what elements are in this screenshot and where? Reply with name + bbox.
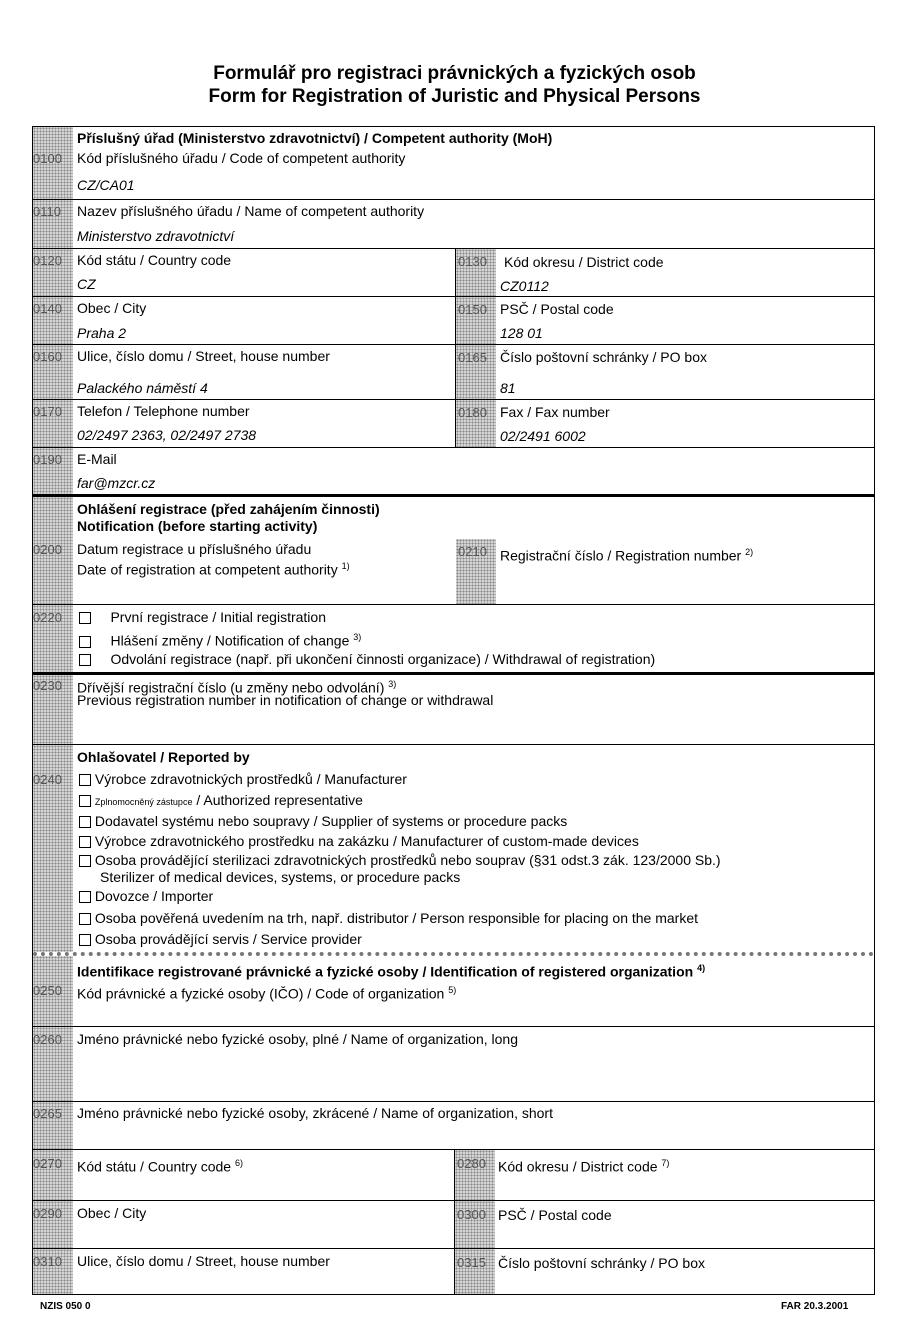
row-0160-0165 xyxy=(33,344,874,399)
section-notification xyxy=(33,494,874,604)
row-0120-0130 xyxy=(33,248,874,296)
field-value-po-box[interactable]: 81 xyxy=(500,380,516,396)
field-code: 0100 xyxy=(33,151,62,166)
field-code: 0165 xyxy=(458,350,487,365)
checkbox-service-provider[interactable] xyxy=(79,931,362,948)
field-label-en: Previous registration number in notification of change or withdrawal xyxy=(77,692,494,708)
field-label: Kód příslušného úřadu / Code of competent authority xyxy=(77,150,406,166)
field-label[interactable]: PSČ / Postal code xyxy=(498,1207,612,1223)
field-0230 xyxy=(33,672,874,744)
field-label[interactable]: Obec / City xyxy=(77,1205,147,1221)
checkbox[interactable] xyxy=(79,795,91,807)
checkbox-label: Osoba pověřená uvedením na trh, např. distributor / Person responsible for placing on the market xyxy=(94,910,699,926)
field-value-city[interactable]: Praha 2 xyxy=(77,325,127,341)
checkbox[interactable] xyxy=(79,836,91,848)
field-code: 0240 xyxy=(33,772,62,787)
field-code: 0260 xyxy=(33,1032,62,1047)
field-code: 0250 xyxy=(33,983,62,998)
footnote-ref: 3) xyxy=(388,679,397,689)
checkbox-label: Dovozce / Importer xyxy=(94,888,214,904)
field-code: 0300 xyxy=(457,1207,486,1222)
section-heading-authority: Příslušný úřad (Ministerstvo zdravotnictví) / Competent authority (MoH) xyxy=(77,130,553,146)
checkbox[interactable] xyxy=(79,774,91,786)
footnote-ref: 3) xyxy=(353,632,362,642)
field-label: Ulice, číslo domu / Street, house number xyxy=(77,348,330,364)
field-label[interactable]: Číslo poštovní schránky / PO box xyxy=(498,1255,705,1271)
field-code: 0280 xyxy=(457,1156,486,1171)
field-code: 0315 xyxy=(457,1255,486,1270)
checkbox-notification-of-change[interactable] xyxy=(79,629,361,650)
field-label: E-Mail xyxy=(77,451,117,467)
field-label: Fax / Fax number xyxy=(500,404,610,420)
field-0265[interactable] xyxy=(33,1101,874,1149)
field-value-country-code[interactable]: CZ xyxy=(77,276,96,292)
field-value-district-code[interactable]: CZ0112 xyxy=(500,278,549,294)
field-0100 xyxy=(33,127,874,199)
field-0110 xyxy=(33,199,874,248)
field-label: Obec / City xyxy=(77,300,147,316)
field-label: Kód okresu / District code xyxy=(504,254,664,270)
checkbox-initial-registration[interactable] xyxy=(79,609,326,626)
field-label: Telefon / Telephone number xyxy=(77,403,250,419)
field-label xyxy=(500,544,753,565)
checkbox-manufacturer[interactable] xyxy=(79,771,407,788)
field-label: Nazev příslušného úřadu / Name of competent authority xyxy=(77,203,425,219)
field-label-text: Registrační číslo / Registration number xyxy=(500,547,742,564)
checkbox[interactable] xyxy=(79,934,91,946)
checkbox-label: / Authorized representative xyxy=(192,792,363,808)
field-label: Datum registrace u příslušného úřadu xyxy=(77,541,312,557)
checkbox[interactable] xyxy=(79,891,91,903)
section-heading-notification-en: Notification (before starting activity) xyxy=(77,518,318,534)
field-label xyxy=(77,558,350,579)
section-reporter xyxy=(33,744,874,952)
checkbox-label: Odvolání registrace (např. při ukončení činnosti organizace) / Withdrawal of registration) xyxy=(110,651,656,667)
row-0270-0280 xyxy=(33,1149,874,1200)
footnote-ref: 4) xyxy=(697,963,706,973)
checkbox-importer[interactable] xyxy=(79,888,213,905)
field-code: 0290 xyxy=(33,1206,62,1221)
registration-form xyxy=(32,126,875,1295)
field-value-authority-name[interactable]: Ministerstvo zdravotnictví xyxy=(77,228,235,244)
footer-form-code: NZIS 050 0 xyxy=(40,1301,91,1312)
footer-version-date: FAR 20.3.2001 xyxy=(781,1301,849,1312)
checkbox-withdrawal[interactable] xyxy=(79,651,655,668)
field-label[interactable] xyxy=(498,1155,669,1176)
row-0290-0300 xyxy=(33,1200,874,1248)
checkbox-label: Výrobce zdravotnických prostředků / Manufacturer xyxy=(94,771,407,787)
checkbox-label-sterilizer-en: Sterilizer of medical devices, systems, or procedure packs xyxy=(100,869,461,885)
field-code: 0140 xyxy=(33,301,62,316)
checkbox-custom-made-manufacturer[interactable] xyxy=(79,833,639,850)
form-title-czech: Formulář pro registraci právnických a fyzických osob xyxy=(213,63,696,84)
checkbox-label: Osoba provádějící sterilizaci zdravotnických prostředků nebo souprav (§31 odst.3 zák. 123/2000 Sb.) xyxy=(94,852,721,868)
field-0260[interactable] xyxy=(33,1026,874,1101)
field-0190 xyxy=(33,447,874,494)
field-label-en: Date of registration at competent authority xyxy=(77,561,338,578)
section-heading-identification xyxy=(77,960,705,981)
checkbox[interactable] xyxy=(79,612,91,624)
field-label-text: Kód státu / Country code xyxy=(77,1158,232,1175)
field-label[interactable]: Ulice, číslo domu / Street, house number xyxy=(77,1253,330,1269)
field-label-text: Kód právnické a fyzické osoby (IČO) / Code of organization xyxy=(77,985,445,1002)
form-title-english: Form for Registration of Juristic and Physical Persons xyxy=(208,86,701,107)
field-code: 0310 xyxy=(33,1254,62,1269)
field-value-authority-code[interactable]: CZ/CA01 xyxy=(77,177,135,193)
field-value-fax[interactable]: 02/2491 6002 xyxy=(500,428,586,444)
field-code: 0110 xyxy=(33,204,61,219)
field-0220 xyxy=(33,604,874,672)
checkbox-label: Dodavatel systému nebo soupravy / Supplier of systems or procedure packs xyxy=(94,813,568,829)
field-code: 0180 xyxy=(458,405,487,420)
field-label-text: Kód okresu / District code xyxy=(498,1158,658,1175)
field-label xyxy=(77,982,456,1003)
row-0170-0180 xyxy=(33,399,874,447)
field-code: 0210 xyxy=(458,544,487,559)
field-value-email[interactable]: far@mzcr.cz xyxy=(77,475,156,491)
footnote-ref: 2) xyxy=(745,547,754,557)
field-label: Číslo poštovní schránky / PO box xyxy=(500,349,707,365)
row-0140-0150 xyxy=(33,296,874,344)
field-code: 0190 xyxy=(33,452,62,467)
checkbox-person-responsible[interactable] xyxy=(79,910,698,927)
checkbox[interactable] xyxy=(79,913,91,925)
checkbox-label: Osoba provádějící servis / Service provider xyxy=(94,931,362,947)
footnote-ref: 7) xyxy=(661,1158,670,1168)
footnote-ref: 5) xyxy=(448,985,457,995)
footnote-ref: 1) xyxy=(341,561,350,571)
field-code: 0200 xyxy=(33,542,62,557)
checkbox[interactable] xyxy=(79,654,91,666)
field-value-street[interactable]: Palackého náměstí 4 xyxy=(77,380,208,396)
field-label-cz: Dřívější registrační číslo (u změny nebo odvolání) xyxy=(77,679,385,696)
checkbox-label-small: Zplnomocněný zástupce xyxy=(94,797,193,807)
checkbox-sterilizer[interactable] xyxy=(79,852,721,869)
field-0250 xyxy=(33,952,874,1026)
field-code: 0120 xyxy=(33,253,62,268)
field-code: 0220 xyxy=(33,610,62,625)
field-value-postal-code[interactable]: 128 01 xyxy=(500,325,543,341)
field-code: 0265 xyxy=(33,1106,62,1121)
field-label: PSČ / Postal code xyxy=(500,301,614,317)
field-label[interactable] xyxy=(77,1155,243,1176)
section-heading-text: Identifikace registrované právnické a fyzické osoby / Identification of registered organization xyxy=(77,963,694,980)
field-code: 0270 xyxy=(33,1156,62,1171)
checkbox-label: První registrace / Initial registration xyxy=(110,609,326,625)
checkbox-label: Hlášení změny / Notification of change xyxy=(110,632,350,649)
field-label: Jméno právnické nebo fyzické osoby, zkrácené / Name of organization, short xyxy=(77,1105,553,1121)
field-code: 0150 xyxy=(458,302,487,317)
footnote-ref: 6) xyxy=(234,1158,243,1168)
field-code: 0130 xyxy=(458,254,487,269)
checkbox[interactable] xyxy=(79,636,91,648)
field-label: Kód státu / Country code xyxy=(77,252,232,268)
checkbox-label: Výrobce zdravotnického prostředku na zakázku / Manufacturer of custom-made devices xyxy=(94,833,639,849)
field-code: 0160 xyxy=(33,349,62,364)
field-value-telephone[interactable]: 02/2497 2363, 02/2497 2738 xyxy=(77,427,257,443)
field-code: 0170 xyxy=(33,404,62,419)
checkbox-supplier[interactable] xyxy=(79,813,567,830)
checkbox[interactable] xyxy=(79,855,91,867)
field-code: 0230 xyxy=(33,678,62,693)
checkbox-authorized-representative[interactable] xyxy=(79,792,363,811)
checkbox[interactable] xyxy=(79,816,91,828)
section-heading-reporter: Ohlašovatel / Reported by xyxy=(77,749,250,765)
field-label: Jméno právnické nebo fyzické osoby, plné / Name of organization, long xyxy=(77,1031,518,1047)
section-heading-notification-cz: Ohlášení registrace (před zahájením činnosti) xyxy=(77,501,380,517)
row-0310-0315 xyxy=(33,1248,874,1294)
